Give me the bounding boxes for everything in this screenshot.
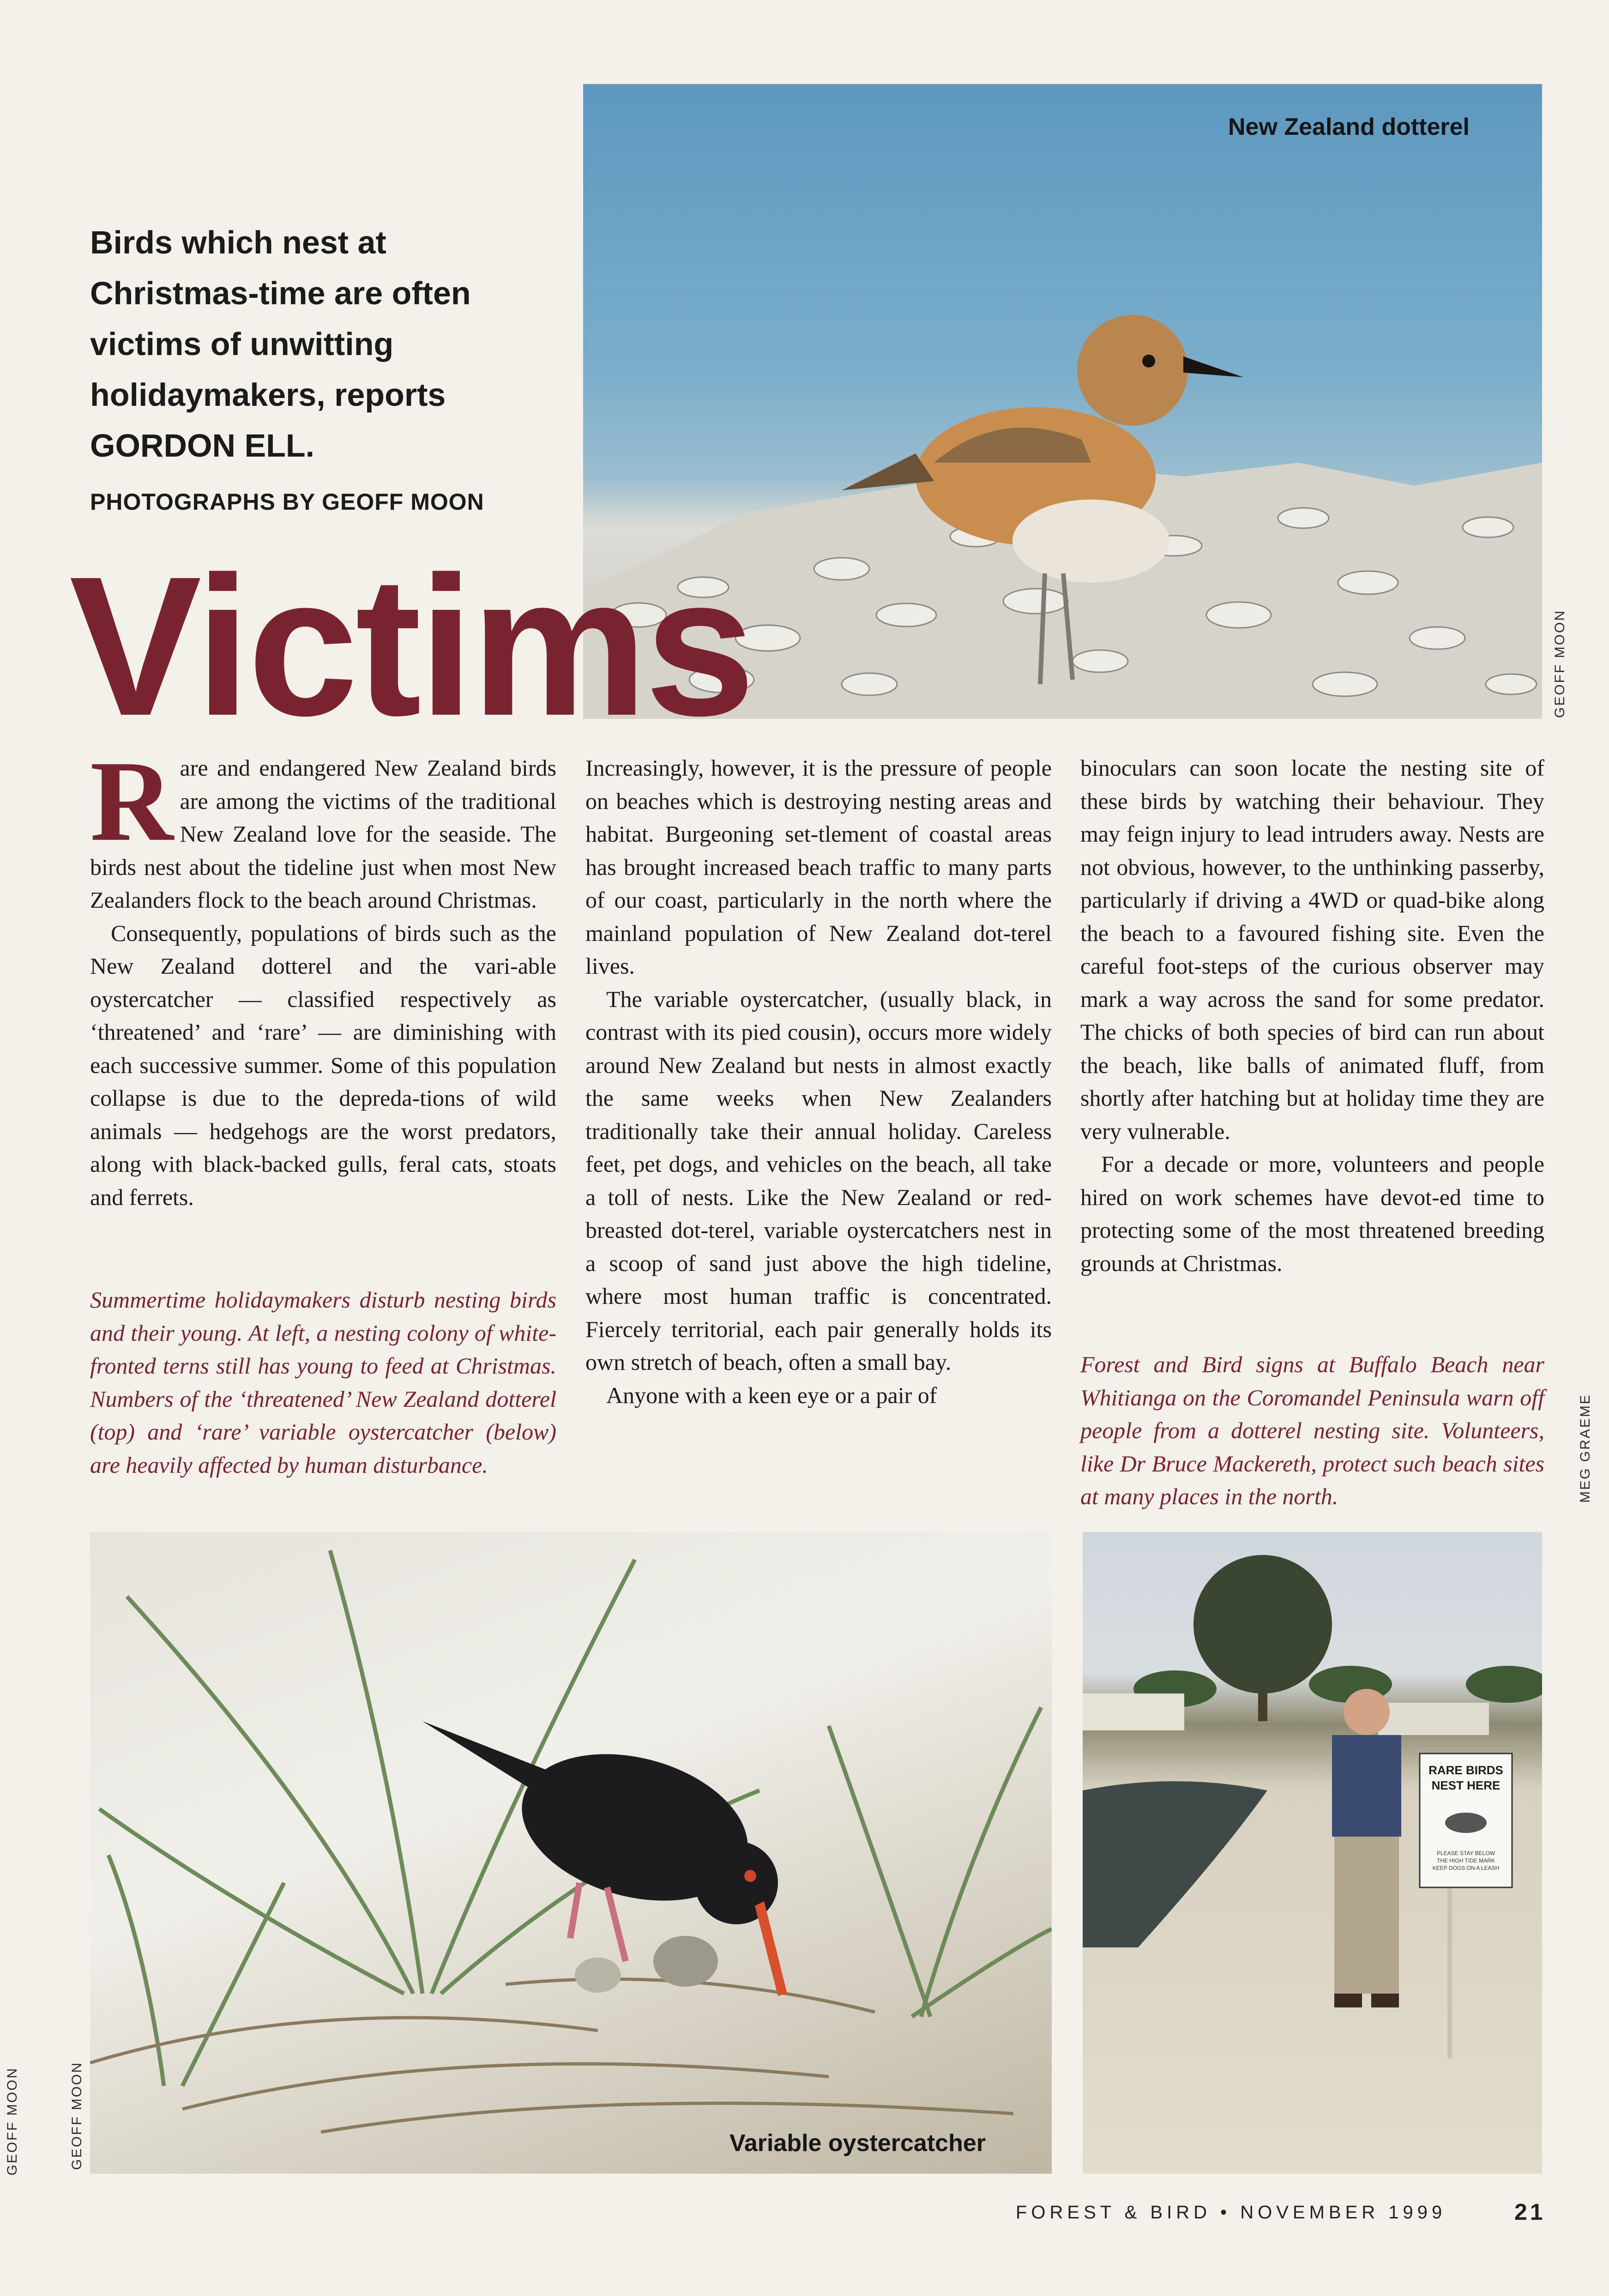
oystercatcher-photo-credit: GEOFF MOON — [69, 2061, 84, 2170]
body-paragraph: Anyone with a keen eye or a pair of — [606, 1382, 937, 1408]
body-paragraph: For a decade or more, volunteers and people hired on work schemes have devot-ed time to protecting some of the most threatened breeding grounds at Christmas. — [1080, 1151, 1544, 1276]
sign-photo-credit: MEG GRAEME — [1578, 1393, 1593, 1503]
sign-small-3: KEEP DOGS ON A LEASH — [1432, 1865, 1500, 1871]
body-paragraph: The variable oystercatcher, (usually black, in contrast with its pied cousin), occurs more widely around New Zealand but nests in almost exactly the same weeks when New Zealanders traditionally take their annual holiday. Careless feet, pet dogs, and vehicles on the beach, all take a toll of nests. Like the New Zealand or red-breasted dot-terel, variable oystercatchers nest in a scoop of sand just above the high tideline, where most human traffic is concentrated. Fiercely territorial, each pair generally holds its own stretch of beach, often a small bay. — [585, 986, 1052, 1375]
sign-small-1: PLEASE STAY BELOW — [1436, 1850, 1495, 1856]
caption-right: Forest and Bird signs at Buffalo Beach near Whitianga on the Coromandel Peninsula warn off people from a dotterel nesting site. Volunteers, like Dr Bruce Mackereth, protect such beach sites at many places in the north. — [1080, 1351, 1544, 1509]
footer-publication: FOREST & BIRD • NOVEMBER 1999 — [1016, 2202, 1446, 2223]
oystercatcher-photo — [90, 1532, 1052, 2174]
headline: Victims — [69, 536, 753, 757]
oystercatcher-illustration — [90, 1532, 1052, 2174]
sign-heading-2: NEST HERE — [1431, 1778, 1501, 1792]
body-paragraph: Consequently, populations of birds such as the New Zealand dotterel and the vari-able oystercatcher — classified respectively as ‘threatened’ and ‘rare’ — are diminishing with each successive summer. Some of this population collapse is due to the depreda-tions of wild animals — hedgehogs are the worst predators, along with black-backed gulls, feral cats, stoats and ferrets. — [90, 920, 556, 1210]
photo-byline: PHOTOGRAPHS BY GEOFF MOON — [90, 489, 484, 515]
body-column-3 — [1080, 752, 1544, 1280]
body-paragraph: binoculars can soon locate the nesting site of these birds by watching their behaviour. They may feign injury to lead intruders away. Nests are not obvious, however, to the unthinking passerby, particularly if driving a 4WD or quad-bike along the beach to a favoured fishing site. Even the careful foot-steps of the curious observer may mark a way across the sand for some predator. The chicks of both species of bird can run about the beach, like balls of animated fluff, from shortly after hatching but at holiday time they are very vulnerable. — [1080, 755, 1544, 1144]
body-paragraph: Increasingly, however, it is the pressure of people on beaches which is destroying nesting areas and habitat. Burgeoning set-tlement of coastal areas has brought increased beach traffic to many parts of our coast, particularly in the north where the mainland population of New Zealand dot-terel lives. — [585, 755, 1052, 979]
oystercatcher-caption: Variable oystercatcher — [729, 2130, 986, 2157]
caption-left: Summertime holidaymakers disturb nesting birds and their young. At left, a nesting colony of white-fronted terns still has young to feed at Christmas. Numbers of the ‘threatened’ New Zealand dotterel (top) and ‘rare’ variable oystercatcher (below) are heavily affected by human disturbance. — [90, 1287, 556, 1478]
page-number: 21 — [1514, 2199, 1546, 2225]
sign-small-2: THE HIGH TIDE MARK — [1437, 1857, 1495, 1864]
sign-heading-1: RARE BIRDS — [1428, 1763, 1503, 1777]
body-column-1 — [90, 737, 556, 1214]
dotterel-photo-credit: GEOFF MOON — [1552, 609, 1567, 718]
oystercatcher-photo-credit-margin: GEOFF MOON — [5, 2067, 20, 2175]
article-deck: Birds which nest at Christmas-time are often victims of unwitting holidaymakers, reports GORDON ELL. — [90, 224, 471, 464]
body-paragraph: are and endangered New Zealand birds are among the victims of the traditional New Zealand love for the seaside. The birds nest about the tideline just when most New Zealanders flock to the beach around Christmas. — [90, 755, 556, 913]
dropcap: R — [90, 737, 174, 865]
body-column-2 — [585, 752, 1052, 1412]
nest-sign-illustration — [1083, 1532, 1542, 2174]
nest-sign-photo — [1083, 1532, 1542, 2174]
dotterel-caption: New Zealand dotterel — [1228, 114, 1470, 140]
